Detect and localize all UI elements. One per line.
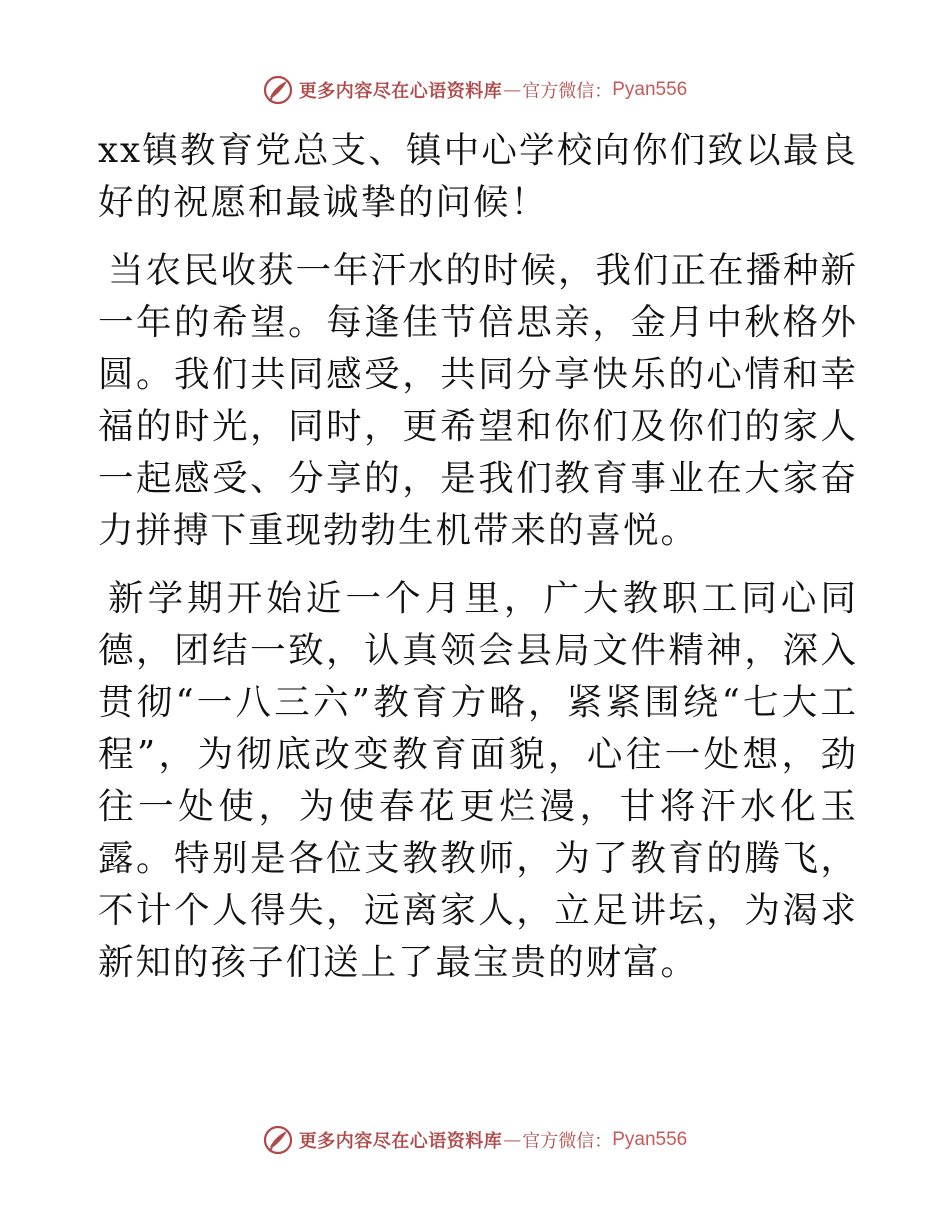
quill-logo-icon [263,1125,293,1155]
paragraph-harvest: 当农民收获一年汗水的时候，我们正在播种新一年的希望。每逢佳节倍思亲，金月中秋格外圆。我们共同感受，共同分享快乐的心情和幸福的时光，同时，更希望和你们及你们的家人一起感受、分享的，是我们教育事业在大家奋力拼搏下重现勃勃生机带来的喜悦。 [98,250,859,551]
watermark-contact-label: 官方微信： [522,1131,613,1152]
watermark-separator: — [503,1129,522,1151]
document-body [98,125,858,989]
paragraph-new-semester: 新学期开始近一个月里，广大教职工同心同德，团结一致，认真领会县局文件精神，深入贯彻“一八三六”教育方略，紧紧围绕“七大工程”，为彻底改变教育面貌，心往一处想，劲往一处使，为使春花更烂漫，甘将汗水化玉露。特别是各位支教教师，为了教育的腾飞，不计个人得失，远离家人，立足讲坛，为渴求新知的孩子们送上了最宝贵的财富。 [98,578,858,983]
footer-watermark [0,1120,950,1160]
quill-logo-icon [263,75,293,105]
header-watermark [0,70,950,110]
watermark-label: 更多内容尽在心语资料库 [298,81,503,102]
watermark-contact-label: 官方微信： [522,81,613,102]
watermark-separator: — [503,79,522,101]
watermark-label: 更多内容尽在心语资料库 [298,1131,503,1152]
watermark-contact-id: Pyan556 [612,79,688,100]
paragraph-greeting: xx镇教育党总支、镇中心学校向你们致以最良好的祝愿和最诚挚的问候！ [98,130,858,223]
watermark-contact-id: Pyan556 [612,1129,688,1150]
